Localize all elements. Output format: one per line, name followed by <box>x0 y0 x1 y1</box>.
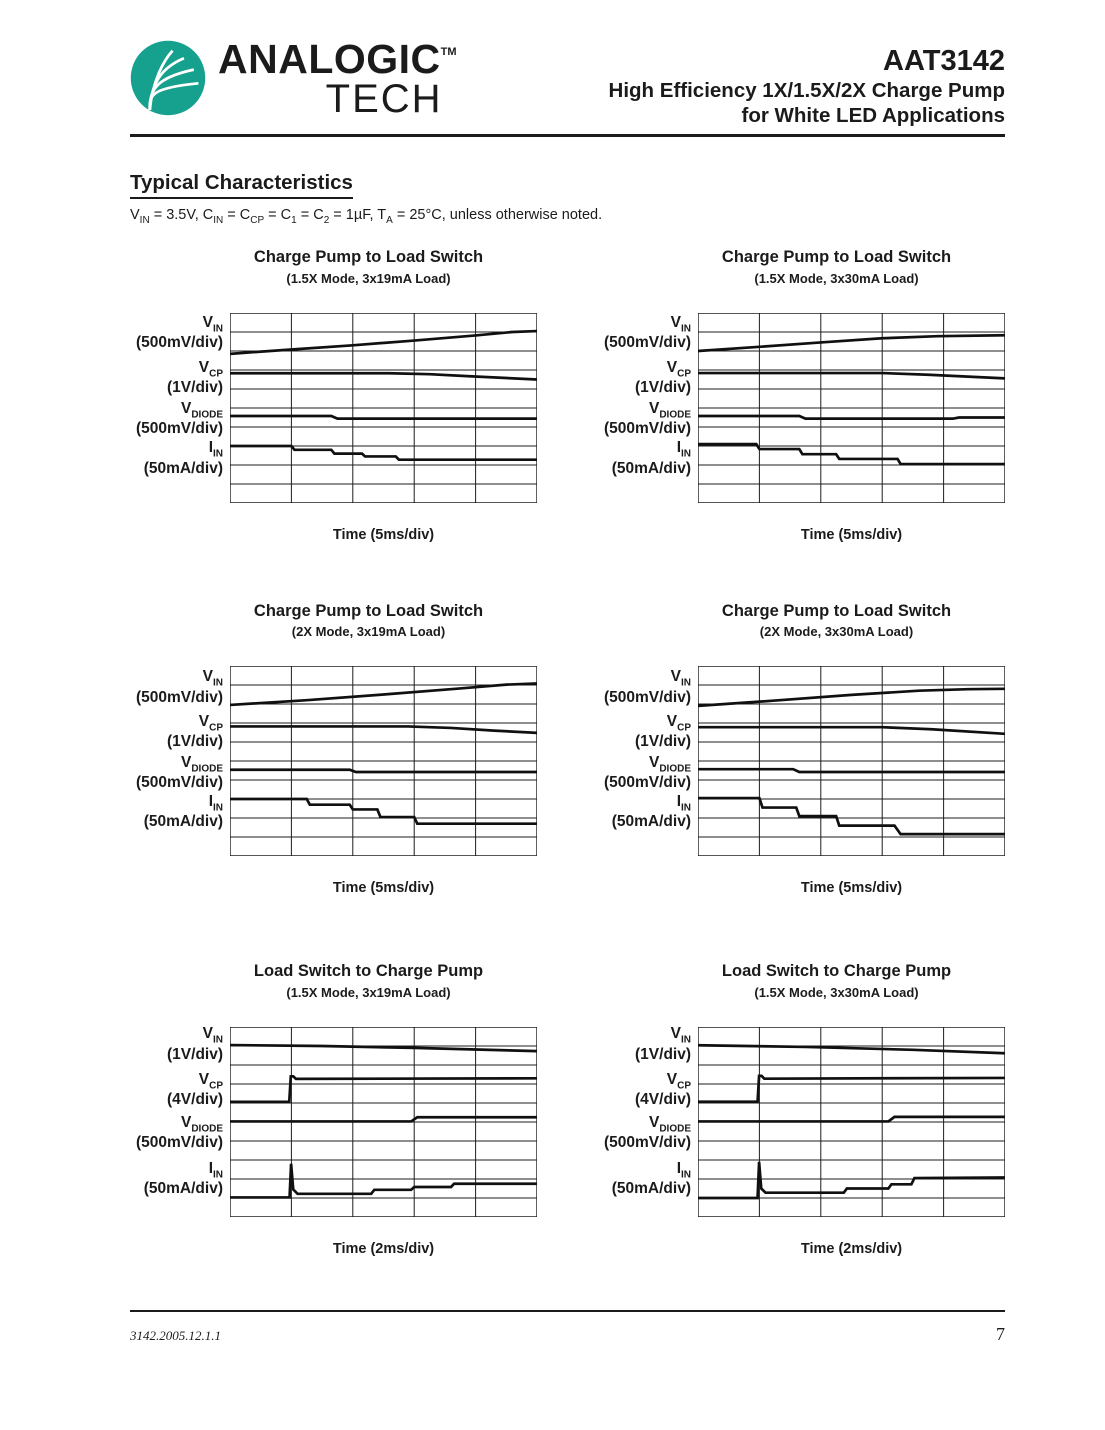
signal-scale: (500mV/div) <box>603 1134 691 1152</box>
y-axis-labels <box>130 666 230 856</box>
signal-scale: (500mV/div) <box>603 774 691 792</box>
signal-name: $I_{IN}$ <box>676 1160 691 1181</box>
signal-label-diode <box>604 1114 691 1152</box>
signal-scale: (50mA/div) <box>611 813 691 831</box>
oscilloscope-plot <box>698 1027 1005 1217</box>
chart-subtitle: (2X Mode, 3x30mA Load) <box>759 624 914 640</box>
brand-name-top <box>218 36 457 82</box>
y-axis-labels <box>130 1027 230 1217</box>
leaf-globe-icon <box>130 40 206 116</box>
trace-diode <box>230 770 537 772</box>
signal-label-in <box>136 668 223 706</box>
trace-diode <box>230 1117 537 1121</box>
signal-label-in <box>144 1160 223 1198</box>
trace-diode <box>698 416 1005 419</box>
signal-scale: (1V/div) <box>635 379 691 397</box>
conditions-segment: $V_{IN}$ <box>130 206 150 226</box>
section-heading: Typical Characteristics <box>130 171 353 199</box>
doc-title-line1: High Efficiency 1X/1.5X/2X Charge Pump <box>608 78 1005 102</box>
trace-cp <box>698 1076 1005 1102</box>
trace-cp <box>230 373 537 379</box>
signal-label-diode <box>604 400 691 438</box>
signal-scale: (500mV/div) <box>135 1134 223 1152</box>
signal-name: $V_{DIODE}$ <box>180 400 223 421</box>
trace-in <box>230 331 537 354</box>
analogictech-logo <box>130 36 457 121</box>
signal-scale: (500mV/div) <box>135 333 223 351</box>
signal-scale: (500mV/div) <box>603 420 691 438</box>
chart-title: Load Switch to Charge Pump <box>253 962 484 981</box>
signal-scale: (50mA/div) <box>611 459 691 477</box>
chart-panel-6 <box>598 962 1005 1257</box>
signal-label-diode <box>604 754 691 792</box>
signal-name: $V_{CP}$ <box>198 1071 223 1092</box>
signal-name: $V_{DIODE}$ <box>648 1113 691 1134</box>
signal-label-in <box>612 793 691 831</box>
chart-subtitle: (1.5X Mode, 3x30mA Load) <box>754 270 919 286</box>
part-number: AAT3142 <box>883 45 1005 77</box>
signal-name: $V_{CP}$ <box>198 359 223 380</box>
chart-title: Charge Pump to Load Switch <box>253 247 484 266</box>
signal-label-cp <box>167 1071 223 1109</box>
trace-in <box>230 799 537 824</box>
trace-cp <box>698 373 1005 378</box>
conditions-segment: = 3.5V, $C_{IN}$ <box>149 206 224 226</box>
chart-subtitle: (1.5X Mode, 3x19mA Load) <box>286 270 451 286</box>
signal-name: $V_{CP}$ <box>666 1071 691 1092</box>
oscilloscope-plot <box>230 313 537 503</box>
conditions-line <box>130 207 1005 226</box>
signal-label-in <box>612 1160 691 1198</box>
signal-label-cp <box>635 359 691 397</box>
signal-name: $V_{IN}$ <box>670 313 691 334</box>
signal-label-in <box>635 1025 691 1063</box>
trace-in <box>698 444 1005 464</box>
signal-scale: (500mV/div) <box>135 688 223 706</box>
page-footer <box>130 1324 1005 1345</box>
chart-subtitle: (1.5X Mode, 3x19mA Load) <box>286 985 451 1001</box>
signal-scale: (1V/div) <box>167 379 223 397</box>
chart-title: Charge Pump to Load Switch <box>253 601 484 620</box>
trace-in <box>698 1162 1005 1198</box>
chart-title: Charge Pump to Load Switch <box>721 601 952 620</box>
chart-title: Load Switch to Charge Pump <box>721 962 952 981</box>
signal-label-cp <box>167 359 223 397</box>
chart-subtitle: (1.5X Mode, 3x30mA Load) <box>754 985 919 1001</box>
chart-row-2 <box>130 602 1005 897</box>
signal-label-in <box>604 668 691 706</box>
signal-name: $I_{IN}$ <box>208 792 223 813</box>
chart-panel-1 <box>130 248 537 543</box>
signal-label-in <box>136 314 223 352</box>
x-axis-label: Time (2ms/div) <box>332 1241 435 1258</box>
trace-in <box>698 689 1005 706</box>
chart-panel-4 <box>598 602 1005 897</box>
y-axis-labels <box>598 666 698 856</box>
conditions-segment: = $C_{CP}$ <box>223 206 265 226</box>
oscilloscope-plot <box>698 313 1005 503</box>
document-title-block <box>609 40 1005 128</box>
signal-name: $V_{CP}$ <box>666 713 691 734</box>
trademark-symbol: TM <box>440 46 457 58</box>
trace-in <box>230 1164 537 1198</box>
signal-scale: (500mV/div) <box>135 774 223 792</box>
trace-diode <box>230 416 537 419</box>
signal-name: $V_{DIODE}$ <box>648 400 691 421</box>
conditions-segment: = $C_1$ <box>264 206 297 226</box>
signal-name: $V_{DIODE}$ <box>180 753 223 775</box>
signal-scale: (4V/div) <box>635 1091 691 1109</box>
signal-label-in <box>604 314 691 352</box>
y-axis-labels <box>598 313 698 503</box>
signal-name: $V_{IN}$ <box>670 1025 691 1046</box>
chart-subtitle: (2X Mode, 3x19mA Load) <box>291 624 446 640</box>
chart-panel-2 <box>598 248 1005 543</box>
footer-divider <box>130 1310 1005 1312</box>
chart-row-1 <box>130 248 1005 543</box>
trace-in <box>698 798 1005 834</box>
conditions-segment: = 25°C, unless otherwise noted. <box>392 206 603 223</box>
signal-label-diode <box>136 754 223 792</box>
signal-scale: (500mV/div) <box>603 333 691 351</box>
oscilloscope-plot <box>230 1027 537 1217</box>
signal-name: $V_{CP}$ <box>198 713 223 734</box>
signal-label-in <box>144 793 223 831</box>
signal-scale: (1V/div) <box>167 1045 223 1063</box>
signal-name: $V_{IN}$ <box>202 313 223 334</box>
signal-scale: (50mA/div) <box>143 459 223 477</box>
conditions-segment: = 1µF, $T_A$ <box>329 206 393 226</box>
signal-name: $V_{CP}$ <box>666 359 691 380</box>
signal-label-diode <box>136 400 223 438</box>
signal-label-in <box>167 1025 223 1063</box>
conditions-segment: = $C_2$ <box>296 206 330 226</box>
signal-scale: (1V/div) <box>635 733 691 751</box>
signal-name: $V_{IN}$ <box>202 1025 223 1046</box>
chart-title: Charge Pump to Load Switch <box>721 247 952 266</box>
signal-scale: (50mA/div) <box>143 813 223 831</box>
signal-scale: (500mV/div) <box>603 688 691 706</box>
signal-name: $I_{IN}$ <box>208 439 223 460</box>
brand-analogic: ANALOGIC <box>218 36 441 82</box>
trace-cp <box>698 728 1005 735</box>
signal-scale: (50mA/div) <box>611 1180 691 1198</box>
signal-scale: (1V/div) <box>167 733 223 751</box>
signal-label-cp <box>635 713 691 751</box>
y-axis-labels <box>598 1027 698 1217</box>
x-axis-label: Time (5ms/div) <box>332 880 435 897</box>
signal-scale: (1V/div) <box>635 1045 691 1063</box>
signal-name: $I_{IN}$ <box>676 439 691 460</box>
trace-cp <box>230 1077 537 1102</box>
trace-cp <box>230 727 537 733</box>
chart-panel-5 <box>130 962 537 1257</box>
brand-name-bottom: TECH <box>325 76 443 121</box>
trace-diode <box>698 1117 1005 1122</box>
x-axis-label: Time (5ms/div) <box>332 526 435 543</box>
signal-scale: (500mV/div) <box>135 420 223 438</box>
signal-scale: (4V/div) <box>167 1091 223 1109</box>
trace-in <box>698 335 1005 351</box>
signal-name: $V_{DIODE}$ <box>180 1113 223 1134</box>
doc-title-line2: for White LED Applications <box>741 103 1005 127</box>
trace-in <box>230 446 537 460</box>
signal-name: $V_{IN}$ <box>670 668 691 689</box>
chart-row-3 <box>130 962 1005 1257</box>
x-axis-label: Time (5ms/div) <box>800 880 903 897</box>
signal-scale: (50mA/div) <box>143 1180 223 1198</box>
document-id: 3142.2005.12.1.1 <box>130 1328 221 1344</box>
x-axis-label: Time (5ms/div) <box>800 526 903 543</box>
logo-wordmark <box>218 36 457 121</box>
signal-label-in <box>144 440 223 478</box>
signal-label-cp <box>167 713 223 751</box>
x-axis-label: Time (2ms/div) <box>800 1241 903 1258</box>
y-axis-labels <box>130 313 230 503</box>
oscilloscope-plot <box>230 666 537 856</box>
signal-name: $I_{IN}$ <box>208 1160 223 1181</box>
signal-name: $V_{IN}$ <box>202 668 223 689</box>
header-divider <box>130 134 1005 137</box>
signal-label-diode <box>136 1114 223 1152</box>
signal-label-cp <box>635 1071 691 1109</box>
signal-name: $I_{IN}$ <box>676 792 691 813</box>
page-number: 7 <box>996 1324 1005 1345</box>
signal-name: $V_{DIODE}$ <box>648 753 691 775</box>
trace-in <box>230 684 537 705</box>
page-header <box>130 0 1005 128</box>
trace-diode <box>698 770 1005 773</box>
signal-label-in <box>612 440 691 478</box>
chart-panel-3 <box>130 602 537 897</box>
oscilloscope-plot <box>698 666 1005 856</box>
